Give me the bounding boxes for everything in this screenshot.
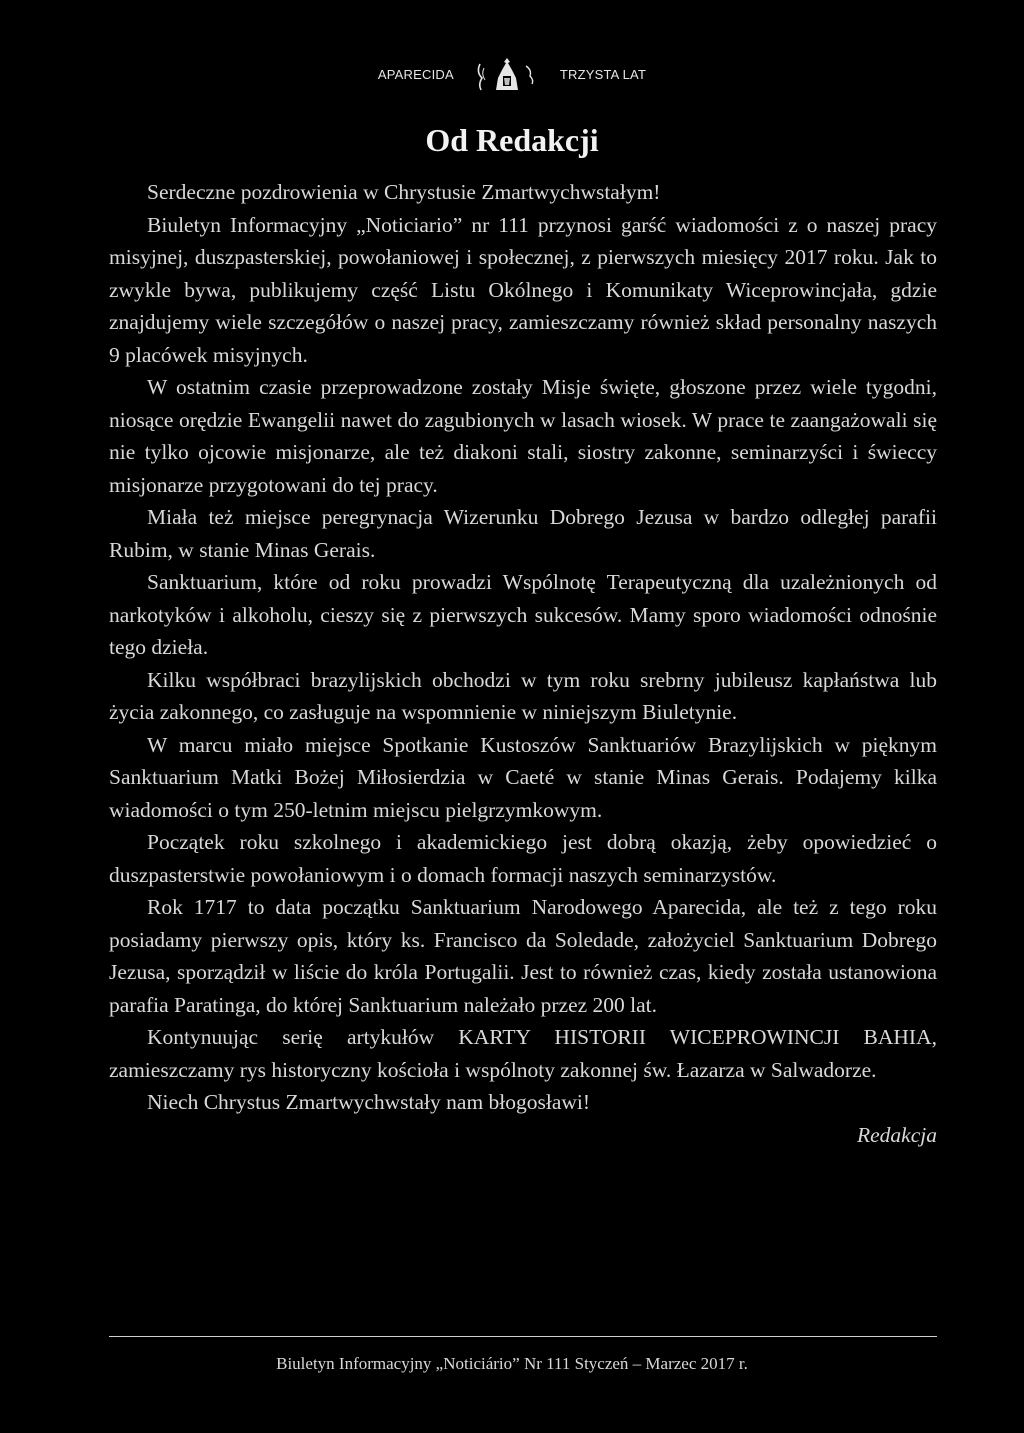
header-left-text: APARECIDA [377, 66, 454, 82]
paragraph-greeting: Serdeczne pozdrowienia w Chrystusie Zmartwychwstałym! [147, 180, 661, 204]
paragraph: W marcu miało miejsce Spotkanie Kustoszów Sanktuariów Brazylijskich w pięknym Sanktuarium Matki Bożej Miłosierdzia w Caeté w stanie Minas Gerais. Podajemy kilka wiadomości o tym 250-letnim miejscu pielgrzymkowym. [109, 732, 937, 822]
paragraph: Sanktuarium, które od roku prowadzi Wspólnotę Terapeutyczną dla uzależnionych od narkotyków i alkoholu, cieszy się z pierwszych sukcesów. Mamy sporo wiadomości odnośnie tego dzieła. [109, 570, 937, 659]
paragraph: Kontynuując serię artykułów KARTY HISTORII WICEPROWINCJI BAHIA, zamieszczamy rys historyczny kościoła i wspólnoty zakonnej św. Łazarza w Salwadorze. [109, 1025, 937, 1082]
aparecida-statue-icon [462, 54, 552, 94]
page-title: Od Redakcji [425, 122, 599, 158]
paragraph: Rok 1717 to data początku Sanktuarium Narodowego Aparecida, ale też z tego roku posiadamy pierwszy opis, który ks. Francisco da Soledade, założyciel Sanktuarium Dobrego Jezusa, sporządził w liście do króla Portugalii. Jest to również czas, kiedy została ustanowiona parafia Paratinga, do której Sanktuarium należało przez 200 lat. [109, 895, 937, 1017]
page-header [0, 54, 1024, 94]
paragraph: W ostatnim czasie przeprowadzone zostały Misje święte, głoszone przez wiele tygodni, niosące orędzie Ewangelii nawet do zagubionych w lasach wiosek. W prace te zaangażowali się nie tylko ojcowie misjonarze, ale też diakoni stali, siostry zakonne, seminarzyści i świeccy misjonarze przygotowani do tej pracy. [109, 375, 937, 497]
paragraph: Początek roku szkolnego i akademickiego jest dobrą okazją, żeby opowiedzieć o duszpasterstwie powołaniowym i o domach formacji naszych seminarzystów. [109, 830, 937, 887]
page-footer: Biuletyn Informacyjny „Noticiário” Nr 111 Styczeń – Marzec 2017 r. [276, 1354, 748, 1373]
header-right-text: TRZYSTA LAT [559, 66, 647, 82]
paragraph: Kilku współbraci brazylijskich obchodzi w tym roku srebrny jubileusz kapłaństwa lub życia zakonnego, co zasługuje na wspomnienie w niniejszym Biuletynie. [109, 667, 937, 724]
paragraph: Miała też miejsce peregrynacja Wizerunku Dobrego Jezusa w bardzo odległej parafii Rubim, w stanie Minas Gerais. [109, 505, 937, 562]
article-body [109, 176, 937, 1151]
paragraph: Biuletyn Informacyjny „Noticiario” nr 111 przynosi garść wiadomości z o naszej pracy misyjnej, duszpasterskiej, powołaniowej i społecznej, z pierwszych miesięcy 2017 roku. Jak to zwykle bywa, publikujemy część Listu Okólnego i Komunikaty Wiceprowincjała, gdzie znajdujemy wiele szczegółów o naszej pracy, zamieszczamy również skład personalny naszych 9 placówek misyjnych. [109, 212, 937, 367]
paragraph-closing: Niech Chrystus Zmartwychwstały nam błogosławi! [147, 1090, 591, 1114]
footer-divider [109, 1336, 937, 1337]
signature: Redakcja [857, 1122, 937, 1147]
